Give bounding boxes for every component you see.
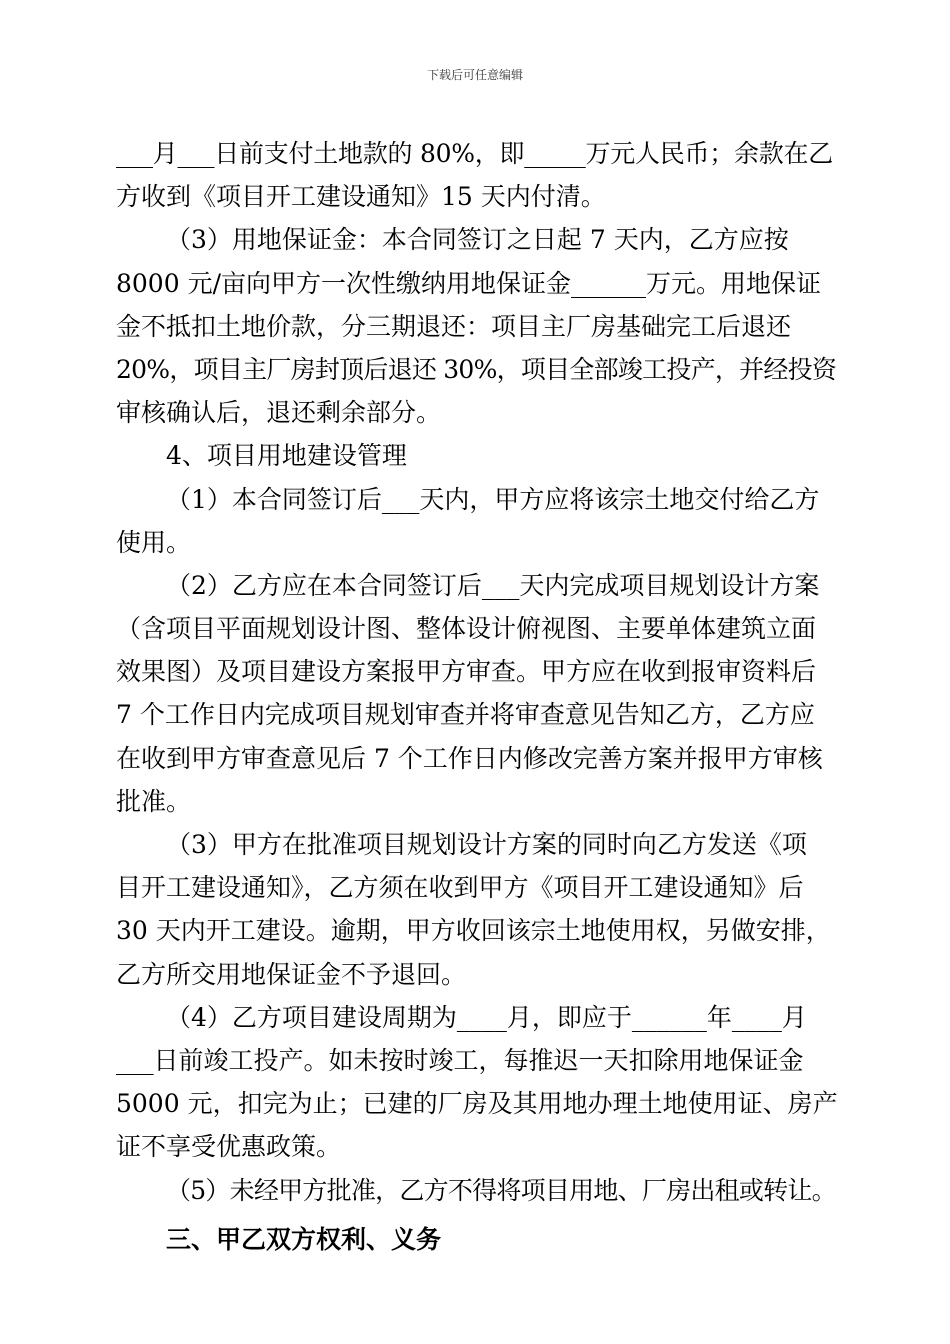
paragraph-line: 批准。	[116, 786, 192, 816]
paragraph-line: （含项目平面规划设计图、整体设计俯视图、主要单体建筑立面	[116, 614, 817, 644]
paragraph-line: 目开工建设通知》，乙方须在收到甲方《项目开工建设通知》后	[116, 873, 804, 903]
paragraph-line: 使用。	[116, 527, 192, 557]
paragraph-line: 20%，项目主厂房封顶后退还 30%，项目全部竣工投产，并经投资	[116, 354, 837, 384]
section-heading: 三、甲乙双方权利、义务	[166, 1224, 442, 1254]
paragraph-line: （3）用地保证金：本合同签订之日起 7 天内，乙方应按	[166, 225, 789, 255]
paragraph-line: （5）未经甲方批准，乙方不得将项目用地、厂房出租或转让。	[166, 1175, 836, 1205]
paragraph-line: 方收到《项目开工建设通知》15 天内付清。	[116, 182, 606, 212]
paragraph-line: （2）乙方应在本合同签订后___天内完成项目规划设计方案	[166, 570, 820, 600]
document-body	[116, 132, 840, 1261]
paragraph-line: （1）本合同签订后___天内，甲方应将该宗土地交付给乙方	[166, 484, 820, 514]
paragraph-line: 金不抵扣土地价款，分三期退还：项目主厂房基础完工后退还	[116, 311, 792, 341]
paragraph-line: 效果图）及项目建设方案报甲方审查。甲方应在收到报审资料后	[116, 657, 817, 687]
paragraph-line: 7 个工作日内完成项目规划审查并将审查意见告知乙方，乙方应	[116, 700, 815, 730]
clause-heading: 4、项目用地建设管理	[166, 441, 407, 471]
paragraph-line: ___日前竣工投产。如未按时竣工，每推迟一天扣除用地保证金	[116, 1045, 804, 1075]
paragraph-line: ___月___日前支付土地款的 80%，即_____万元人民币；余款在乙	[116, 139, 834, 168]
paragraph-line: 在收到甲方审查意见后 7 个工作日内修改完善方案并报甲方审核	[116, 743, 823, 773]
paragraph-line: 审核确认后，退还剩余部分。	[116, 398, 442, 428]
paragraph-line: 30 天内开工建设。逾期，甲方收回该宗土地使用权，另做安排，	[116, 916, 831, 946]
paragraph-line: （4）乙方项目建设周期为____月，即应于______年____月	[166, 1002, 807, 1032]
paragraph-line: （3）甲方在批准项目规划设计方案的同时向乙方发送《项	[166, 830, 807, 859]
paragraph-line: 5000 元，扣完为止；已建的厂房及其用地办理土地使用证、房产	[116, 1089, 838, 1119]
page-header: 下载后可任意编辑	[426, 68, 523, 82]
paragraph-line: 8000 元/亩向甲方一次性缴纳用地保证金______万元。用地保证	[116, 268, 821, 298]
paragraph-line: 证不享受优惠政策。	[116, 1132, 342, 1162]
paragraph-line: 乙方所交用地保证金不予退回。	[116, 959, 467, 989]
